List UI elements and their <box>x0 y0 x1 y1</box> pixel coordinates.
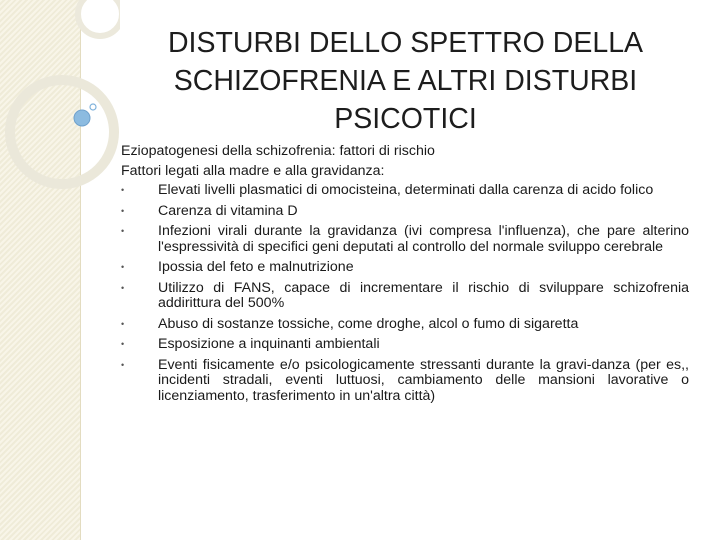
bullet-marker: • <box>121 318 125 329</box>
title-line: SCHIZOFRENIA E ALTRI DISTURBI <box>173 65 638 97</box>
bullet-marker: • <box>121 359 125 370</box>
list-item <box>121 224 689 255</box>
list-item <box>121 204 689 220</box>
bullet-marker: • <box>121 262 125 272</box>
large-ring <box>10 80 114 184</box>
title-line: PSICOTICI <box>334 103 477 135</box>
list-item-text: Abuso di sostanze tossiche, come droghe, alcol o fumo di sigaretta <box>158 315 579 332</box>
list-item-text: Eventi fisicamente e/o psicologicamente stressanti durante la gravi-danza (per es,, incidenti stradali, eventi luttuosi, cambiamento delle mansioni lavorative o licenziamento, trasferimento in un'altra città) <box>158 356 689 404</box>
slide-title <box>118 24 693 138</box>
slide-body <box>121 144 689 409</box>
blue-bubble <box>74 110 90 126</box>
list-item <box>121 317 689 333</box>
title-line: DISTURBI DELLO SPETTRO DELLA <box>167 27 644 59</box>
list-item <box>121 183 689 199</box>
decorative-circles <box>0 0 120 200</box>
risk-factor-list <box>121 183 689 404</box>
list-item-text: Elevati livelli plasmatici di omocisteina, determinati dalla carenza di acido folico <box>158 182 654 198</box>
section-heading-text: Fattori legati alla madre e alla gravidanza <box>121 162 381 179</box>
bullet-marker: • <box>121 282 125 293</box>
list-item-text: Utilizzo di FANS, capace di incrementare il rischio di sviluppare schizofrenia addirittura del 500% <box>158 279 689 311</box>
small-blue-bubble <box>90 104 96 110</box>
list-item <box>121 281 689 312</box>
list-item <box>121 358 689 405</box>
bullet-marker: • <box>121 226 125 236</box>
bullet-marker: • <box>121 185 125 195</box>
list-item-text: Esposizione a inquinanti ambientali <box>158 336 380 352</box>
section-heading-colon: : <box>380 162 385 179</box>
section-heading <box>121 164 689 180</box>
list-item <box>121 260 689 276</box>
bullet-marker: • <box>121 339 125 349</box>
list-item-text: Infezioni virali durante la gravidanza (ivi compresa l'influenza), che pare alterino l'espressività di specifici geni deputati al controllo del normale sviluppo cerebrale <box>158 223 689 255</box>
small-ring <box>78 0 120 36</box>
bullet-marker: • <box>121 205 125 216</box>
list-item-text: Carenza di vitamina D <box>158 202 298 219</box>
list-item-text: Ipossia del feto e malnutrizione <box>158 259 354 275</box>
list-item <box>121 337 689 353</box>
slide-subtitle: Eziopatogenesi della schizofrenia: fattori di rischio <box>121 143 435 159</box>
